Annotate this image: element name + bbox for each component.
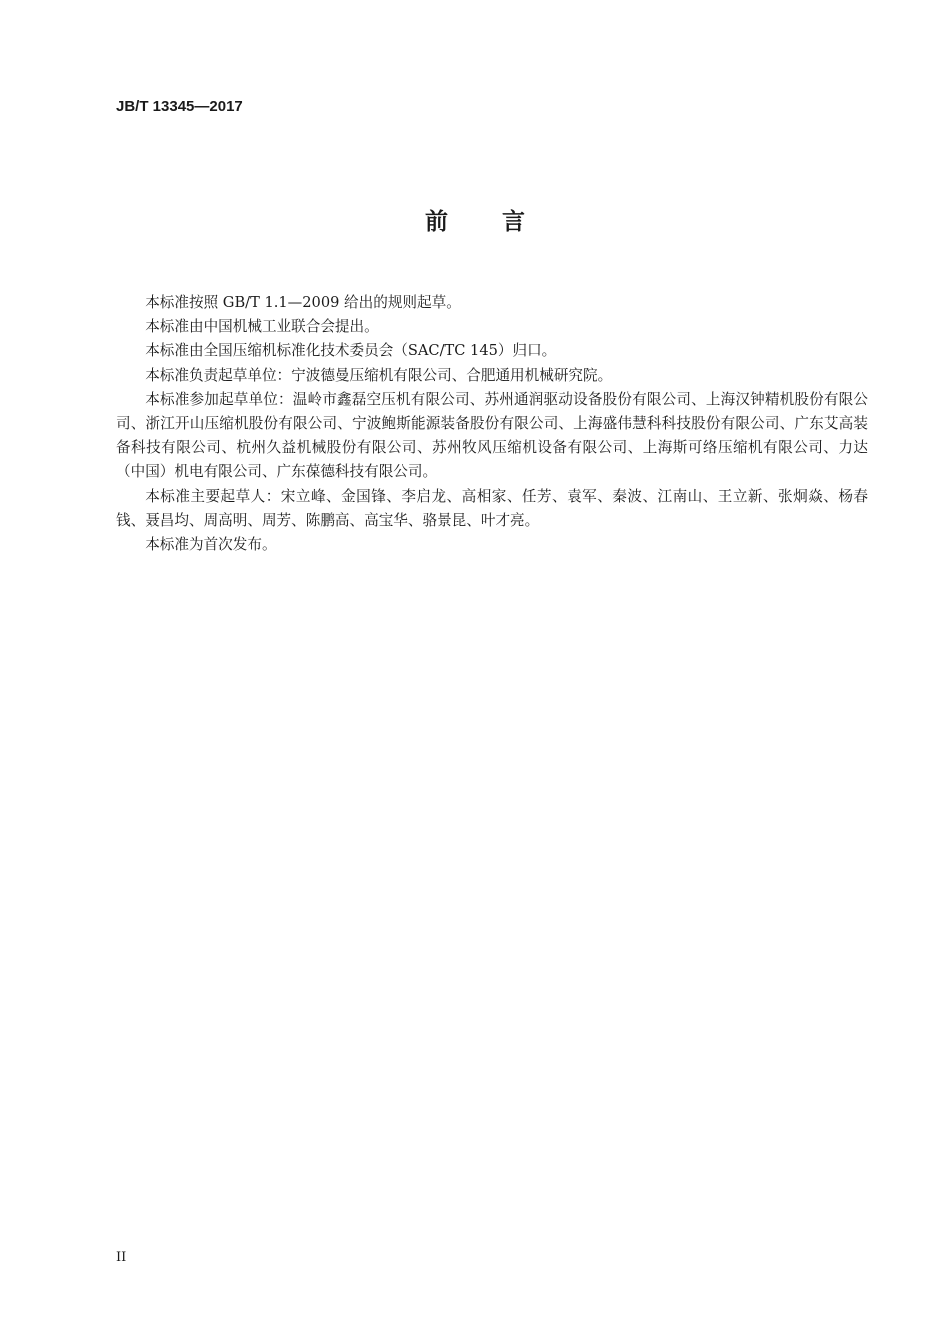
paragraph-participating-drafters: 本标准参加起草单位：温岭市鑫磊空压机有限公司、苏州通润驱动设备股份有限公司、上海汉钟精机股份有限公司、浙江开山压缩机股份有限公司、宁波鲍斯能源装备股份有限公司、上海盛伟慧科科技股份有限公司、广东艾高装备科技有限公司、杭州久益机械股份有限公司、苏州牧风压缩机设备有限公司、上海斯可络压缩机有限公司、力达（中国）机电有限公司、广东葆德科技有限公司。: [116, 390, 868, 481]
title-char-1: 前: [425, 209, 448, 235]
standard-code: JB/T 13345—2017: [116, 98, 243, 115]
page-title: [0, 203, 950, 236]
preface-body: [116, 291, 868, 557]
paragraph-responsible-committee: 本标准由全国压缩机标准化技术委员会（SAC/TC 145）归口。: [145, 342, 557, 360]
paragraph-first-release: 本标准为首次发布。: [145, 536, 277, 554]
title-char-2: 言: [502, 209, 525, 235]
paragraph-lead-drafters: 本标准负责起草单位：宁波德曼压缩机有限公司、合肥通用机械研究院。: [145, 366, 613, 384]
page-number: II: [116, 1250, 127, 1265]
paragraph-main-drafters: 本标准主要起草人：宋立峰、金国锋、李启龙、高相家、任芳、袁军、秦波、江南山、王立新、张炯焱、杨春钱、聂昌均、周高明、周芳、陈鹏高、高宝华、骆景昆、叶才亮。: [116, 487, 868, 529]
paragraph-proposer: 本标准由中国机械工业联合会提出。: [145, 318, 379, 336]
paragraph-drafting-rules: 本标准按照 GB/T 1.1—2009 给出的规则起草。: [145, 294, 461, 311]
